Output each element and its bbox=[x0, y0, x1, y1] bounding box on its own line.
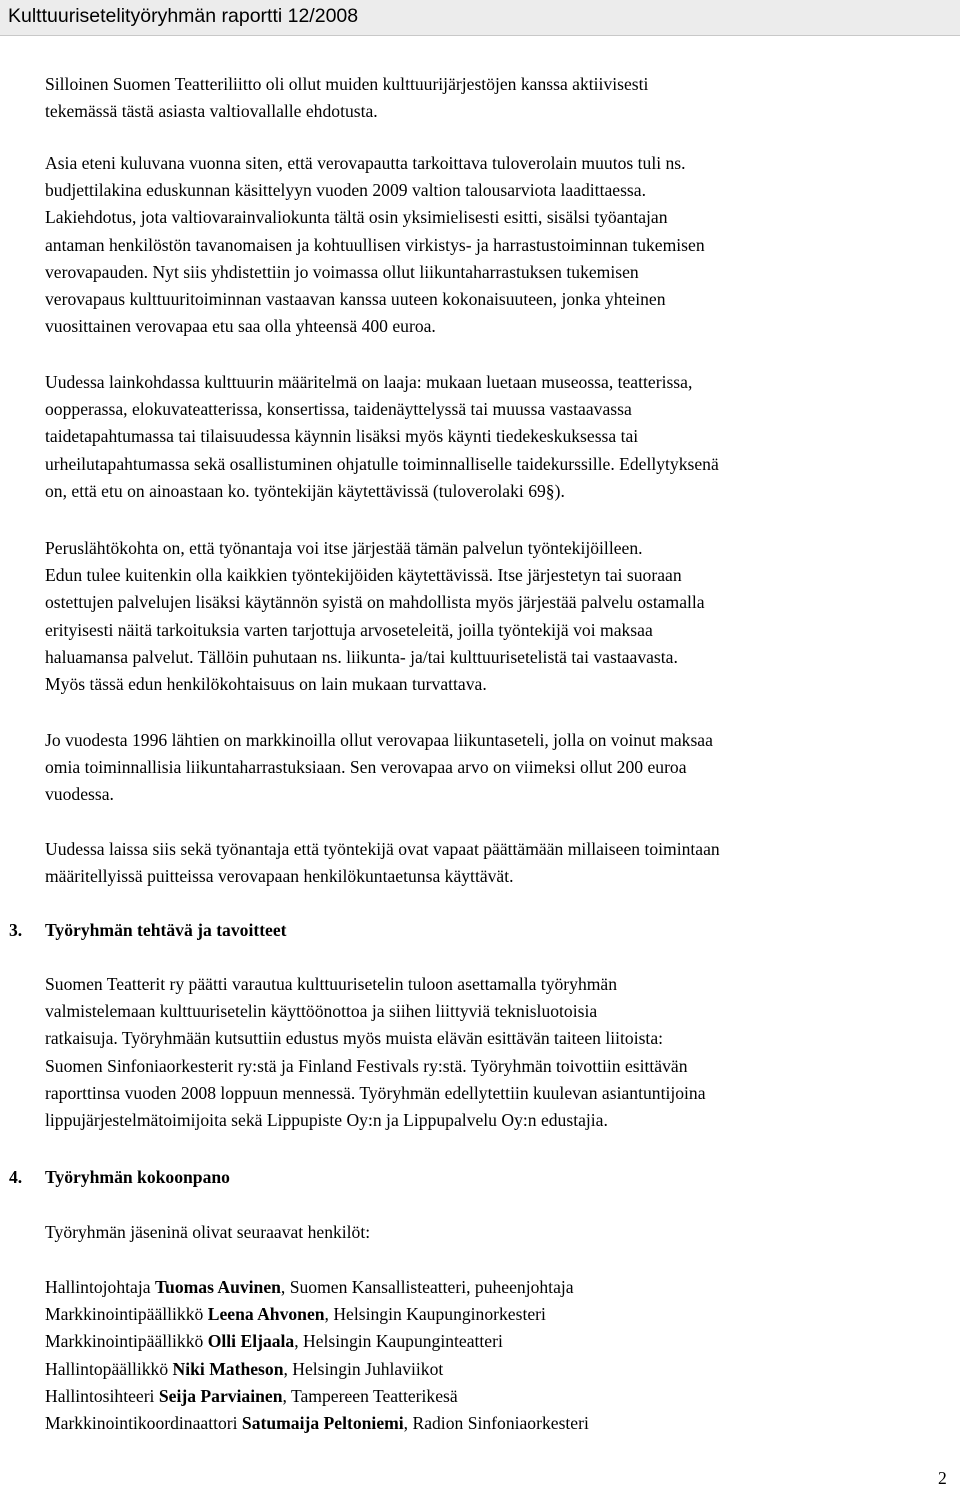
paragraph bbox=[45, 369, 960, 505]
member-org: , Radion Sinfoniaorkesteri bbox=[403, 1412, 589, 1433]
text-line: valmistelemaan kulttuurisetelin käyttöönottoa ja siihen liittyviä teknisluotoisia bbox=[45, 1001, 598, 1022]
text-line: on, että etu on ainoastaan ko. työntekijän käytettävissä (tuloverolaki 69§). bbox=[45, 480, 565, 501]
member-list bbox=[45, 1274, 960, 1437]
paragraph bbox=[45, 71, 960, 125]
member-name: Niki Matheson bbox=[172, 1358, 284, 1379]
paragraph bbox=[45, 727, 960, 809]
text-line: omia toiminnallisia liikuntaharrastuksiaan. Sen verovapaa arvo on viimeksi ollut 200 euroa bbox=[45, 757, 687, 778]
member-role: Markkinointikoordinaattori bbox=[45, 1412, 242, 1433]
text-line: verovapaus kulttuuritoiminnan vastaavan kanssa uuteen kokonaisuuteen, jonka yhteinen bbox=[45, 288, 666, 309]
text-line: budjettilakina eduskunnan käsittelyyn vuoden 2009 valtion talousarviota laadittaessa. bbox=[45, 180, 646, 201]
text-line: Silloinen Suomen Teatteriliitto oli ollut muiden kulttuurijärjestöjen kanssa aktiivisesti bbox=[45, 74, 649, 94]
text-line: Uudessa lainkohdassa kulttuurin määritelmä on laaja: mukaan luetaan museossa, teatterissa, bbox=[45, 372, 693, 392]
paragraph bbox=[45, 535, 960, 698]
text-line: taidetapahtumassa tai tilaisuudessa käynnin lisäksi myös käynti tiedekeskuksessa tai bbox=[45, 426, 639, 447]
text-line: Uudessa laissa siis sekä työnantaja että työntekijä ovat vapaat päättämään millaiseen toimintaan bbox=[45, 839, 720, 859]
text-line: Lakiehdotus, jota valtiovarainvaliokunta tältä osin yksimielisesti esitti, sisälsi työantajan bbox=[45, 207, 668, 228]
page-number: 2 bbox=[938, 1468, 947, 1488]
member-role: Markkinointipäällikkö bbox=[45, 1331, 208, 1352]
member-line bbox=[45, 1301, 960, 1328]
member-name: Tuomas Auvinen bbox=[154, 1277, 281, 1297]
member-line bbox=[45, 1410, 960, 1437]
member-name: Satumaija Peltoniemi bbox=[241, 1412, 404, 1433]
member-line bbox=[45, 1383, 960, 1410]
text-line: Peruslähtökohta on, että työnantaja voi itse järjestää tämän palvelun työntekijöilleen. bbox=[45, 538, 643, 558]
text-line: Työryhmän jäseninä olivat seuraavat henkilöt: bbox=[45, 1222, 371, 1242]
text-line: Myös tässä edun henkilökohtaisuus on lain mukaan turvattava. bbox=[45, 673, 487, 694]
text-line: Suomen Teatterit ry päätti varautua kulttuurisetelin tuloon asettamalla työryhmän bbox=[45, 974, 618, 994]
text-line: lippujärjestelmätoimijoita sekä Lippupiste Oy:n ja Lippupalvelu Oy:n edustajia. bbox=[45, 1109, 608, 1130]
page-header bbox=[0, 0, 960, 36]
section-title: Työryhmän tehtävä ja tavoitteet bbox=[45, 920, 287, 940]
section-number: 3. bbox=[9, 920, 23, 940]
member-name: Olli Eljaala bbox=[207, 1331, 295, 1352]
member-role: Hallintojohtaja bbox=[45, 1277, 155, 1297]
text-line: verovapauden. Nyt siis yhdistettiin jo voimassa ollut liikuntaharrastuksen tukemisen bbox=[45, 261, 639, 282]
paragraph bbox=[45, 1219, 960, 1246]
member-role: Hallintosihteeri bbox=[45, 1385, 159, 1406]
member-name: Leena Ahvonen bbox=[207, 1304, 325, 1325]
text-line: urheilutapahtumassa sekä osallistuminen ohjatulle toiminnalliselle taidekurssille. Edellytyksenä bbox=[45, 453, 719, 474]
section-title: Työryhmän kokoonpano bbox=[45, 1167, 230, 1187]
member-line bbox=[45, 1328, 960, 1355]
text-line: raporttinsa vuoden 2008 loppuun mennessä. Työryhmän edellytettiin kuulevan asiantuntijoina bbox=[45, 1082, 706, 1103]
member-org: , Suomen Kansallisteatteri, puheenjohtaja bbox=[280, 1277, 574, 1297]
member-role: Markkinointipäällikkö bbox=[45, 1304, 208, 1325]
member-org: , Helsingin Kaupunginteatteri bbox=[294, 1331, 503, 1352]
text-line: haluamansa palvelut. Tällöin puhutaan ns. liikunta- ja/tai kulttuurisetelistä tai vastaavasta. bbox=[45, 646, 678, 667]
text-line: Asia eteni kuluvana vuonna siten, että verovapautta tarkoittava tuloverolain muutos tuli ns. bbox=[45, 153, 686, 173]
section-number: 4. bbox=[9, 1167, 23, 1187]
text-line: ostettujen palvelujen lisäksi käytännön syistä on mahdollista myös järjestää palvelu ostamalla bbox=[45, 592, 705, 613]
text-line: Suomen Sinfoniaorkesterit ry:stä ja Finland Festivals ry:stä. Työryhmän toivottiin esittävän bbox=[45, 1055, 688, 1076]
text-line: oopperassa, elokuvateatterissa, konsertissa, taidenäyttelyssä tai muussa vastaavassa bbox=[45, 399, 632, 420]
text-line: erityisesti näitä tarkoituksia varten tarjottuja arvoseteleitä, joilla työntekijä voi maksaa bbox=[45, 619, 653, 640]
text-line: vuodessa. bbox=[45, 784, 114, 805]
text-line: vuosittainen verovapaa etu saa olla yhteensä 400 euroa. bbox=[45, 316, 436, 337]
paragraph bbox=[45, 150, 960, 340]
paragraph bbox=[45, 836, 960, 890]
member-line bbox=[45, 1356, 960, 1383]
text-line: Jo vuodesta 1996 lähtien on markkinoilla ollut verovapaa liikuntaseteli, jolla on voinut maksaa bbox=[45, 730, 713, 750]
member-line bbox=[45, 1274, 960, 1301]
text-line: ratkaisuja. Työryhmään kutsuttiin edustus myös muista elävän esittävän taiteen liitoista: bbox=[45, 1028, 664, 1049]
member-org: , Helsingin Juhlaviikot bbox=[283, 1358, 444, 1379]
text-line: määritellyissä puitteissa verovapaan henkilökuntaetunsa käyttävät. bbox=[45, 866, 514, 887]
member-org: , Helsingin Kaupunginorkesteri bbox=[324, 1304, 546, 1325]
text-line: Edun tulee kuitenkin olla kaikkien työntekijöiden käytettävissä. Itse järjestetyn tai suoraan bbox=[45, 565, 682, 586]
member-org: , Tampereen Teatterikesä bbox=[282, 1385, 458, 1406]
member-role: Hallintopäällikkö bbox=[45, 1358, 173, 1379]
report-title: Kulttuurisetelityöryhmän raportti 12/2008 bbox=[8, 5, 359, 27]
text-line: antaman henkilöstön tavanomaisen ja kohtuullisen virkistys- ja harrastustoiminnan tukemisen bbox=[45, 234, 705, 255]
text-line: tekemässä tästä asiasta valtiovallalle ehdotusta. bbox=[45, 101, 378, 122]
paragraph bbox=[45, 971, 960, 1134]
member-name: Seija Parviainen bbox=[158, 1385, 283, 1406]
